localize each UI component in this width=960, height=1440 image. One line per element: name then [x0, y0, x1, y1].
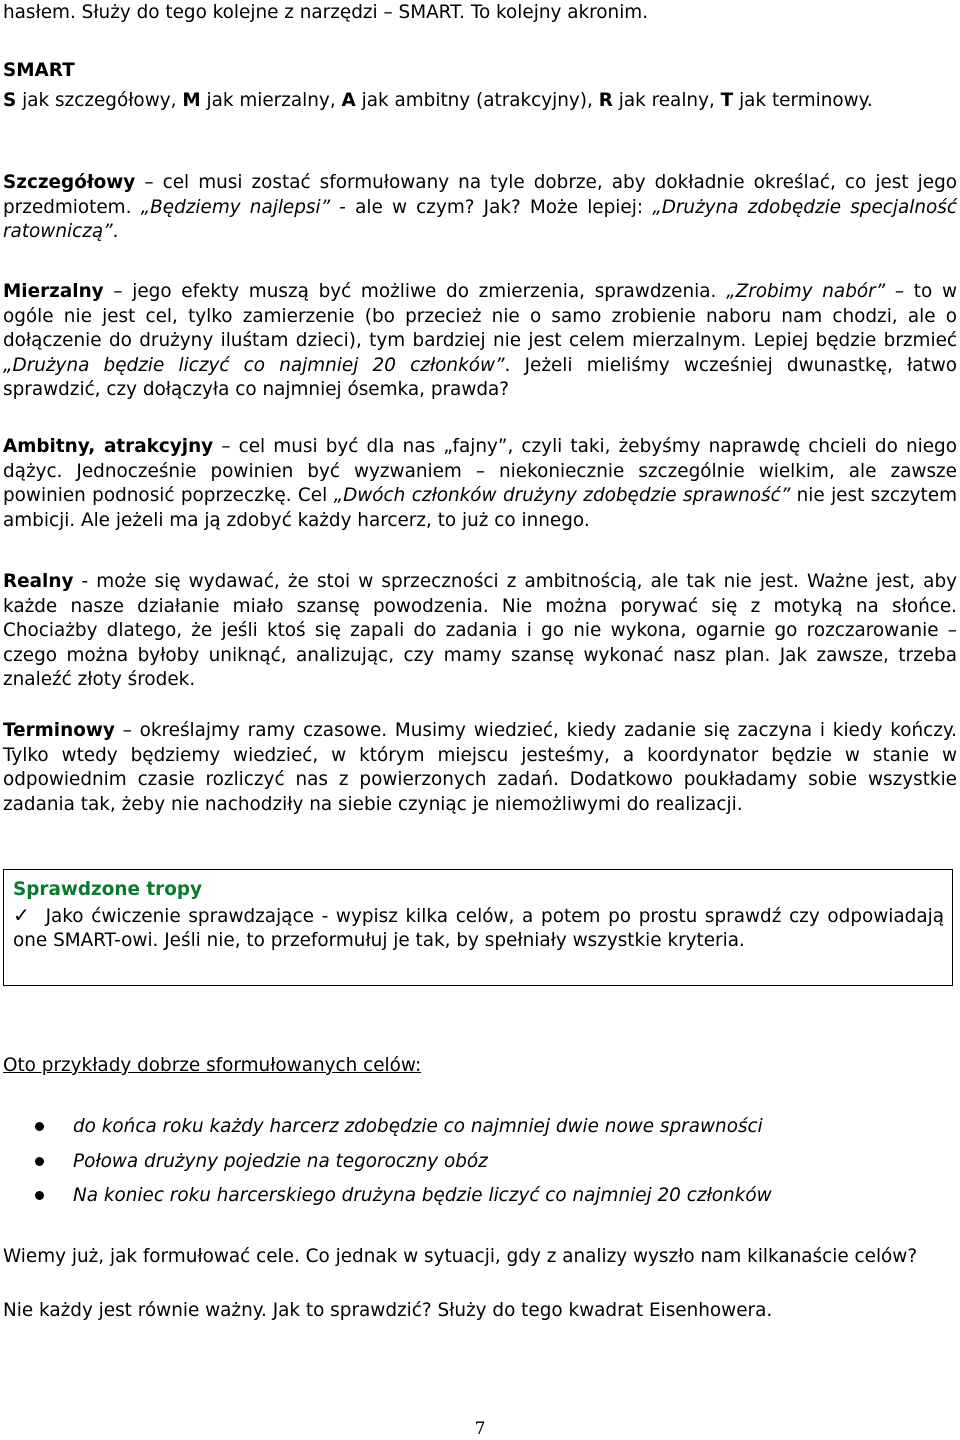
- tips-box: [3, 869, 953, 986]
- letter-s: S: [3, 90, 17, 111]
- szczegolowy-text-2: - ale w czym? Jak? Może lepiej:: [330, 196, 653, 218]
- letter-t: T: [720, 90, 734, 111]
- tips-box-body: [13, 903, 944, 954]
- mierzalny-quote-1: „Zrobimy nabór”: [726, 281, 886, 302]
- letter-a: A: [341, 90, 356, 111]
- bullet-icon: [35, 1191, 44, 1200]
- terminowy-text: – określajmy ramy czasowe. Musimy wiedzieć, kiedy zadanie się zaczyna i kiedy kończy. Tylko wtedy będziemy wiedzieć, w którym miejscu jesteśmy, a koordynator będzie w stanie w odpowiednim czasie rozliczyć nas z powierzonych zadań. Dodatkowo poukładamy sobie wszystkie zadania tak, żeby nie nachodziły na siebie czyniąc je niemożliwymi do realizacji.: [3, 720, 957, 815]
- bullet-icon: [35, 1122, 44, 1131]
- terminowy-heading: Terminowy: [3, 720, 115, 741]
- szczegolowy-quote-2: „Drużyna zdobędzie specjalność ratowniczą”: [3, 196, 957, 242]
- page-number: 7: [474, 1419, 486, 1439]
- mierzalny-quote-2: „Drużyna będzie liczyć co najmniej 20 członków”: [3, 354, 505, 376]
- letter-m: M: [182, 90, 201, 111]
- smart-r-text: jak realny,: [612, 90, 721, 111]
- mierzalny-text-3: . Jeżeli mieliśmy wcześniej dwunastkę, łatwo sprawdzić, czy dołączyła co najmniej ósemka, prawda?: [3, 354, 957, 400]
- closing-paragraph-2: Nie każdy jest równie ważny. Jak to sprawdzić? Służy do tego kwadrat Eisenhowera.: [3, 1300, 773, 1321]
- realny-text: - może się wydawać, że stoi w sprzeczności z ambitnością, ale tak nie jest. Ważne jest, aby każde nasze działanie miało szansę powodzenia. Nie można porywać się z motyką na słońce. Chociażby dlatego, że jeśli ktoś się zapali do zadania i go nie wykona, ogarnie go rozczarowanie – czego można byłoby uniknąć, analizując, czy mamy szansę wykonać nasz plan. Jak zawsze, trzeba znaleźć złoty środek.: [3, 571, 957, 690]
- intro-text: hasłem. Służy do tego kolejne z narzędzi – SMART. To kolejny akronim.: [3, 2, 649, 23]
- smart-definition: [3, 89, 957, 114]
- closing-paragraph-1: Wiemy już, jak formułować cele. Co jednak w sytuacji, gdy z analizy wyszło nam kilkanaście celów?: [3, 1246, 918, 1267]
- list-item: [3, 1115, 957, 1150]
- ambitny-heading: Ambitny, atrakcyjny: [3, 436, 214, 457]
- list-item: [3, 1184, 957, 1219]
- list-item: [3, 1150, 957, 1185]
- bullet-icon: [35, 1157, 44, 1166]
- list-item-text: do końca roku każdy harcerz zdobędzie co najmniej dwie nowe sprawności: [73, 1116, 763, 1137]
- letter-r: R: [598, 90, 613, 111]
- paragraph-terminowy: [3, 719, 957, 817]
- szczegolowy-quote-1: „Będziemy najlepsi”: [140, 196, 331, 218]
- paragraph-szczegolowy: [3, 171, 957, 245]
- examples-list: [3, 1115, 957, 1219]
- smart-s-text: jak szczegółowy,: [16, 90, 183, 111]
- checkmark-icon: ✓: [13, 902, 32, 927]
- intro-line: [3, 1, 957, 26]
- paragraph-ambitny: [3, 435, 957, 533]
- mierzalny-text-2: – to w ogóle nie jest cel, tylko zamierzenie (bo przecież nie o samo zrobienie naboru nam chodzi, ale o dołączenie do drużyny iluśtam dzieci), tym bardziej nie jest celem mierzalnym. Lepiej będzie brzmieć: [3, 281, 957, 351]
- ambitny-text-1: – cel musi być dla nas „fajny”, czyli taki, żebyśmy naprawdę chcieli do niego dążyc. Jednocześnie powinien być wyzwaniem – niekoniecznie szczególnie wielkim, ale zawsze powinien podnosić poprzeczkę. Cel: [3, 436, 957, 506]
- ambitny-quote-1: „Dwóch członków drużyny zdobędzie sprawność”: [333, 485, 791, 506]
- smart-title-text: SMART: [3, 60, 75, 81]
- szczegolowy-heading: Szczegółowy: [3, 172, 136, 193]
- smart-m-text: jak mierzalny,: [200, 90, 342, 111]
- smart-title: [3, 59, 957, 84]
- paragraph-realny: [3, 570, 957, 693]
- smart-t-text: jak terminowy.: [733, 90, 873, 111]
- list-item-text: Połowa drużyny pojedzie na tegoroczny obóz: [73, 1150, 488, 1172]
- realny-heading: Realny: [3, 571, 74, 592]
- paragraph-mierzalny: [3, 280, 957, 403]
- ambitny-text-2: nie jest szczytem ambicji. Ale jeżeli ma ją zdobyć każdy harcerz, to już co innego.: [3, 485, 957, 531]
- list-item-text: Na koniec roku harcerskiego drużyna będzie liczyć co najmniej 20 członków: [73, 1185, 772, 1207]
- examples-heading: Oto przykłady dobrze sformułowanych celów:: [3, 1055, 422, 1076]
- smart-a-text: jak ambitny (atrakcyjny),: [355, 90, 599, 111]
- tips-box-title: Sprawdzone tropy: [13, 879, 202, 900]
- szczegolowy-text-3: .: [112, 221, 119, 242]
- tips-box-text: Jako ćwiczenie sprawdzające - wypisz kilka celów, a potem po prostu sprawdź czy odpowiadają one SMART-owi. Jeśli nie, to przeformułuj je tak, by spełniały wszystkie kryteria.: [13, 905, 944, 951]
- mierzalny-heading: Mierzalny: [3, 281, 104, 302]
- mierzalny-text-1: – jego efekty muszą być możliwe do zmierzenia, sprawdzenia.: [103, 281, 727, 302]
- szczegolowy-text-1: – cel musi zostać sformułowany na tyle dobrze, aby dokładnie określać, co jest jego przedmiotem.: [3, 172, 957, 218]
